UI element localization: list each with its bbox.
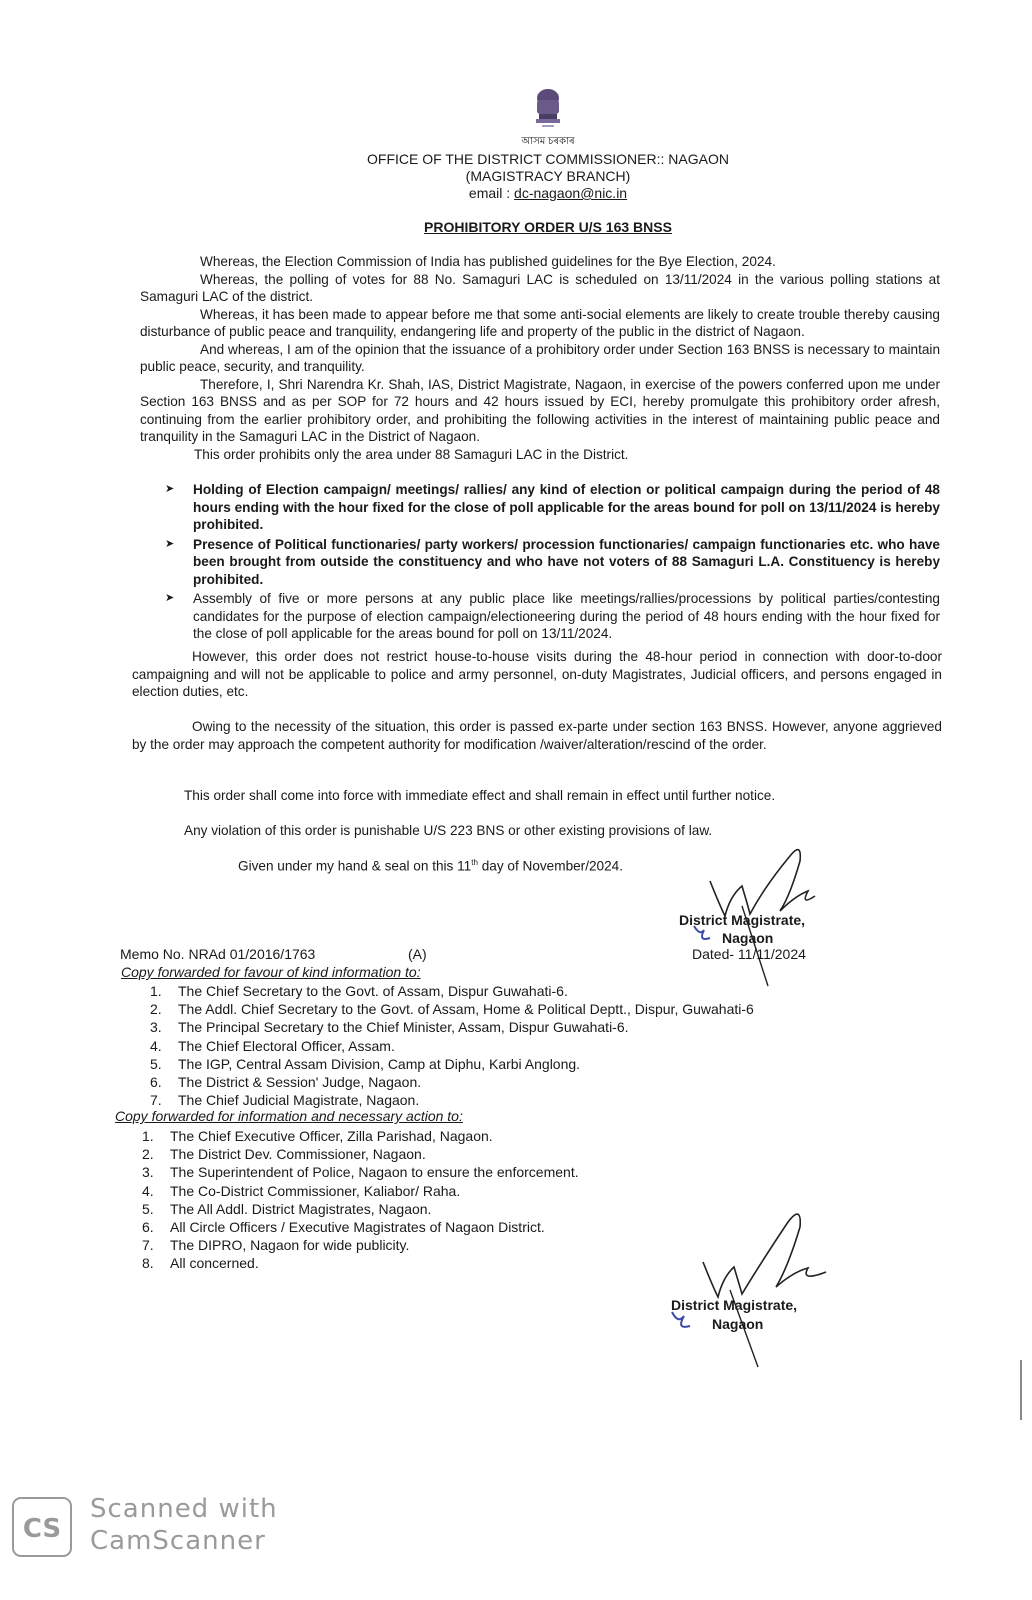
list-number: 3. — [150, 1019, 162, 1036]
signatory-place: Nagaon — [712, 1316, 764, 1332]
order-title: PROHIBITORY ORDER U/S 163 BNSS — [424, 219, 672, 235]
list-number: 6. — [142, 1219, 154, 1236]
list-item — [150, 1037, 754, 1055]
list-item-text: The Chief Secretary to the Govt. of Assam, Dispur Guwahati-6. — [178, 983, 568, 999]
list-number: 2. — [142, 1146, 154, 1163]
signature-mark-icon — [668, 1202, 838, 1372]
list-item — [142, 1236, 579, 1254]
email-label: email : — [468, 185, 515, 201]
list-item-text: The Addl. Chief Secretary to the Govt. of Assam, Home & Political Deptt., Dispur, Guwahati-6 — [178, 1001, 754, 1018]
copy-list-action — [142, 1127, 579, 1273]
signatory-title: District Magistrate, — [679, 912, 806, 928]
signatory-title: District Magistrate, — [671, 1297, 798, 1313]
list-item — [142, 1182, 579, 1200]
list-item — [142, 1163, 579, 1181]
list-item-text: The Co-District Commissioner, Kaliabor/ Raha. — [170, 1182, 461, 1199]
list-item-text: All concerned. — [170, 1255, 259, 1272]
page-edge-mark — [1020, 1360, 1032, 1420]
arrow-bullet-icon: ➤ — [165, 537, 175, 550]
list-item — [150, 1000, 754, 1018]
list-number: 7. — [150, 1092, 162, 1109]
list-number: 3. — [142, 1164, 154, 1181]
list-item — [150, 982, 754, 1000]
camscanner-logo-icon — [12, 1497, 72, 1557]
list-number: 2. — [150, 1001, 162, 1018]
list-item — [165, 481, 940, 534]
paragraph: This order prohibits only the area under 88 Samaguri LAC in the District. — [194, 446, 629, 462]
list-item — [150, 1091, 754, 1109]
given-statement: Given under my hand & seal on this 11th day of November/2024. — [238, 858, 624, 874]
watermark-line1: Scanned with — [90, 1494, 278, 1524]
list-item-text: The District & Session' Judge, Nagaon. — [178, 1074, 422, 1091]
watermark-line2: CamScanner — [90, 1526, 266, 1556]
list-item-text: The IGP, Central Assam Division, Camp at Diphu, Karbi Anglong. — [178, 1055, 581, 1072]
copy-heading-action: Copy forwarded for information and necessary action to: — [115, 1108, 463, 1124]
camscanner-logo-text: CS — [22, 1514, 62, 1544]
list-item — [165, 536, 940, 589]
copy-heading-information: Copy forwarded for favour of kind information to: — [121, 964, 421, 980]
list-number: 1. — [142, 1128, 154, 1144]
paragraph: Whereas, the polling of votes for 88 No. Samaguri LAC is scheduled on 13/11/2024 in the various polling stations at Samaguri LAC of the district. — [140, 271, 940, 304]
dated-line: Dated- 11/11/2024 — [692, 946, 806, 962]
list-item — [142, 1127, 579, 1145]
list-number: 1. — [150, 983, 162, 999]
list-number: 4. — [150, 1037, 162, 1054]
list-item — [150, 1018, 754, 1036]
paragraph: And whereas, I am of the opinion that the issuance of a prohibitory order under Section 163 BNSS is necessary to maintain public peace, security, and tranquility. — [140, 341, 940, 374]
state-name: আসম চৰকাৰ — [521, 136, 575, 147]
list-number: 6. — [150, 1074, 162, 1091]
list-item-text: The All Addl. District Magistrates, Nagaon. — [170, 1200, 432, 1217]
however-paragraph: However, this order does not restrict house-to-house visits during the 48-hour period in connection with door-to-door campaigning and will not be applicable to police and army personnel, on-duty Magistrates, Judicial officers, and persons engaged in election duties, etc. — [132, 649, 942, 699]
office-name: OFFICE OF THE DISTRICT COMMISSIONER:: NAGAON — [367, 151, 729, 167]
list-item-text: The Principal Secretary to the Chief Minister, Assam, Dispur Guwahati-6. — [178, 1019, 629, 1036]
list-item — [165, 590, 940, 643]
preamble — [140, 253, 940, 463]
branch-name: (MAGISTRACY BRANCH) — [465, 168, 631, 184]
prohibition-list — [165, 481, 940, 645]
list-number: 4. — [142, 1182, 154, 1199]
paragraph: Whereas, the Election Commission of India has published guidelines for the Bye Election, 2024. — [200, 254, 776, 269]
list-number: 5. — [150, 1055, 162, 1072]
list-item — [142, 1254, 579, 1272]
list-item-text: The Superintendent of Police, Nagaon to ensure the enforcement. — [170, 1164, 579, 1181]
copy-list-information — [150, 982, 754, 1109]
memo-number: Memo No. NRAd 01/2016/1763 — [120, 946, 316, 962]
list-item — [150, 1073, 754, 1091]
owing-paragraph: Owing to the necessity of the situation, this order is passed ex-parte under section 163 BNSS. However, anyone aggrieved by the order may approach the competent authority for modification /waiver/alteration/rescind of the order. — [132, 719, 942, 752]
list-item — [142, 1145, 579, 1163]
list-item-text: The Chief Judicial Magistrate, Nagaon. — [178, 1092, 420, 1109]
list-number: 5. — [142, 1200, 154, 1217]
arrow-bullet-icon: ➤ — [165, 483, 175, 495]
force-statement: This order shall come into force with immediate effect and shall remain in effect until further notice. — [184, 788, 776, 803]
list-item-text: Presence of Political functionaries/ party workers/ procession functionaries/ campaign functionaries etc. who have been brought from outside the constituency and who have not voters of 88 Samaguri L.A. Constituency is hereby prohibited. — [193, 536, 940, 587]
arrow-bullet-icon: ➤ — [165, 592, 175, 604]
violation-statement: Any violation of this order is punishable U/S 223 BNS or other existing provisions of law. — [184, 823, 713, 838]
list-item — [150, 1055, 754, 1073]
list-item-text: All Circle Officers / Executive Magistrates of Nagaon District. — [170, 1219, 545, 1236]
paragraph: Whereas, it has been made to appear before me that some anti-social elements are likely to create trouble thereby causing disturbance of public peace and tranquility, endangering life and property of the public in the district of Nagaon. — [140, 306, 940, 339]
list-item-text: The Chief Electoral Officer, Assam. — [178, 1037, 395, 1054]
list-number: 8. — [142, 1255, 154, 1272]
email-link[interactable]: dc-nagaon@nic.in — [514, 185, 628, 201]
list-item-text: Assembly of five or more persons at any public place like meetings/rallies/processions by political parties/contesting candidates for the purpose of election campaign/electioneering during the period of 48 hours ending with the hour fixed for the close of poll applicable for the areas bound for poll on 13/11/2024. — [193, 591, 940, 641]
list-item-text: Holding of Election campaign/ meetings/ rallies/ any kind of election or political campaign during the period of 48 hours ending with the hour fixed for the close of poll applicable for the areas bound for poll on 13/11/2024 is hereby prohibited. — [193, 482, 940, 532]
memo-suffix: (A) — [408, 946, 427, 962]
list-item — [142, 1218, 579, 1236]
signatory-place: Nagaon — [722, 930, 774, 946]
list-item-text: The District Dev. Commissioner, Nagaon. — [170, 1146, 426, 1163]
paragraph: Therefore, I, Shri Narendra Kr. Shah, IAS, District Magistrate, Nagaon, in exercise of the powers conferred upon me under Section 163 BNSS and as per SOP for 72 hours and 42 hours issued by ECI, hereby promulgate this prohibitory order afresh, continuing from the earlier prohibitory order, and prohibiting the following activities in the interest of maintaining public peace and tranquility in the Samaguri LAC in the District of Nagaon. — [140, 376, 940, 444]
list-item — [142, 1200, 579, 1218]
email-line — [0, 185, 1032, 201]
list-number: 7. — [142, 1237, 154, 1254]
state-emblem-icon — [528, 86, 568, 136]
list-item-text: The DIPRO, Nagaon for wide publicity. — [170, 1237, 410, 1254]
list-item-text: The Chief Executive Officer, Zilla Parishad, Nagaon. — [170, 1128, 493, 1144]
